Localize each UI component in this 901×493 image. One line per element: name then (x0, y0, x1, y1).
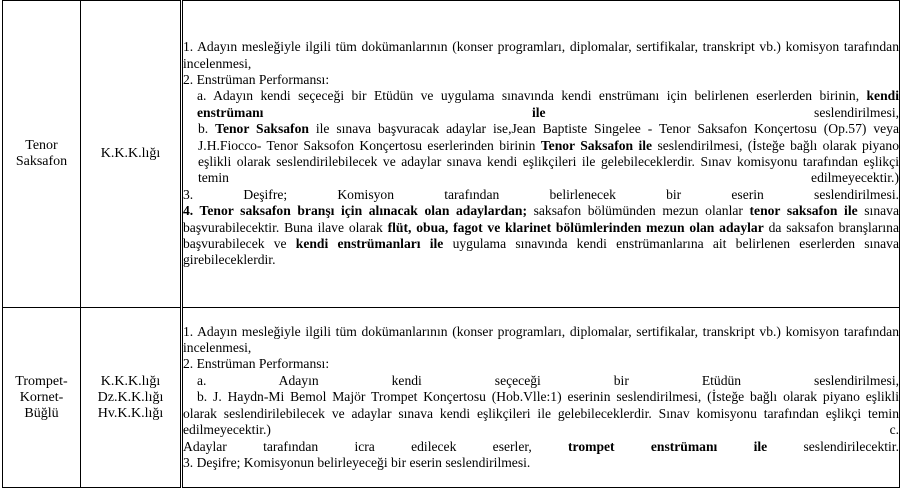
criteria-paragraph: a. Adayın kendi seçeceği bir Etüdün ve uygulama sınavında kendi enstrümanı için belirlenen eserlerden birinin, kendi enstrümanı ile seslendirilmesi, (197, 88, 899, 120)
criteria-paragraph: 1. Adayın mesleğiyle ilgili tüm dokümanlarının (konser programları, diplomalar, sertifikalar, transkript vb.) komisyon tarafından incelenmesi, (183, 323, 899, 356)
requirement-line: K.K.K.lığı (100, 373, 161, 389)
requirement-cell (81, 1, 182, 308)
program-cell (3, 308, 81, 488)
criteria-paragraph: 3. Deşifre; Komisyon tarafından belirlenecek bir eserin seslendirilmesi. (183, 186, 899, 202)
program-line: Büğlü (24, 405, 59, 421)
criteria-cell (182, 1, 900, 308)
requirement-cell (81, 308, 182, 488)
program-line: Saksafon (15, 154, 68, 169)
criteria-paragraph: b. J. Haydn-Mi Bemol Majör Trompet Konçertosu (Hob.Vlle:1) eserinin seslendirilmesi, (İsteğe bağlı olarak piyano eşlikli olarak seslendirilebilecek ve adaylar sınava kendi eşlikçileri ile gelebileceklerdir. Sınav komisyonu tarafından eşlikçi temin edilmeyecektir.) c. (183, 389, 899, 438)
criteria-paragraph: b. Tenor Saksafon ile sınava başvuracak adaylar ise,Jean Baptiste Singelee - Tenor Saksafon Konçertosu (Op.57) veya J.H.Fiocco- Tenor Saksofon Konçertosu eserlerinden birinin Tenor Saksafon ile seslendirilmesi, (İsteğe bağlı olarak piyano eşlikli olarak seslendirilebilecek ve adaylar sınava kendi eşlikçileri ile gelebileceklerdir. Sınav komisyonu tarafından eşlikçi temin edilmeyecektir.) (198, 121, 899, 186)
program-line: Kornet- (19, 389, 64, 405)
requirement-line: Dz.K.K.lığı (97, 389, 164, 405)
table-row (3, 1, 900, 308)
program-cell (3, 1, 81, 308)
table-row (3, 308, 900, 488)
requirement-line: Hv.K.K.lığı (97, 405, 164, 421)
criteria-paragraph: a. Adayın kendi seçeceği bir Etüdün seslendirilmesi, (197, 372, 899, 388)
criteria-paragraph: 4. Tenor saksafon branşı için alınacak olan adaylardan; saksafon bölümünden mezun olanlar tenor saksafon ile sınava başvurabilecektir. Buna ilave olarak flüt, obua, fagot ve klarinet bölümlerinden mezun olan adaylar da saksafon branşlarına başvurabilecek ve kendi enstrümanları ile uygulama sınavında kendi enstrümanlarına ait belirlenen eserlerden sınava girebileceklerdir. (183, 203, 899, 268)
criteria-paragraph: Adaylar tarafından icra edilecek eserler, trompet enstrümanı ile seslendirilecektir. (183, 438, 899, 454)
requirement-line: K.K.K.lığı (100, 146, 161, 161)
program-line: Trompet- (15, 373, 68, 389)
criteria-paragraph: 2. Enstrüman Performansı: (183, 356, 330, 372)
program-line: Tenor (25, 138, 58, 153)
criteria-cell (182, 308, 900, 488)
criteria-paragraph: 2. Enstrüman Performansı: (183, 71, 330, 87)
criteria-paragraph: 1. Adayın mesleğiyle ilgili tüm dokümanlarının (konser programları, diplomalar, sertifikalar, transkript vb.) komisyon tarafından incelenmesi, (183, 39, 899, 71)
requirements-table (2, 0, 900, 488)
criteria-paragraph: 3. Deşifre; Komisyonun belirleyeceği bir eserin seslendirilmesi. (183, 454, 531, 470)
